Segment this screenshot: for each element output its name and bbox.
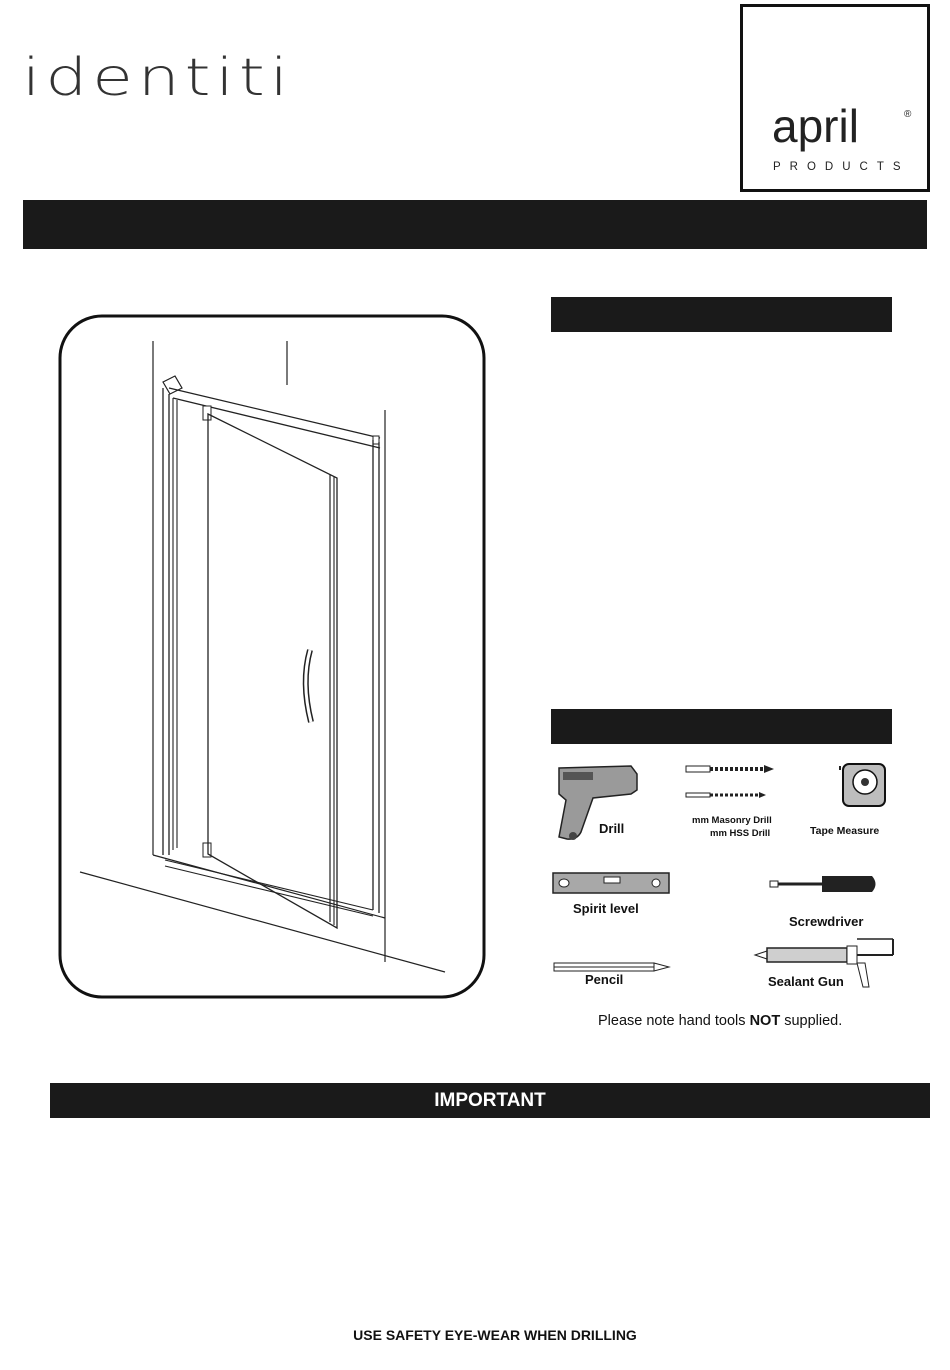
screwdriver-icon — [768, 873, 880, 895]
tools-note — [598, 1013, 842, 1029]
specification-header — [551, 297, 892, 332]
brand-wordmark: identiti — [22, 47, 294, 108]
safety-warning: USE SAFETY EYE-WEAR WHEN DRILLING — [353, 1327, 637, 1343]
drill-label: Drill — [599, 821, 625, 836]
title-bar — [23, 200, 927, 249]
hss-drill-label: mm HSS Drill — [710, 828, 771, 839]
april-products-logo — [740, 4, 930, 192]
sealant-gun-label: Sealant Gun — [768, 974, 844, 989]
tools-required-header — [551, 709, 892, 744]
logo-word: april — [772, 100, 859, 152]
shower-door-diagram — [55, 310, 495, 1005]
spirit-level-icon — [552, 872, 670, 894]
masonry-drill-label: mm Masonry Drill — [692, 815, 772, 826]
tape-measure-label: Tape Measure — [810, 825, 880, 837]
tools-note-bold: NOT — [749, 1013, 781, 1029]
pencil-label: Pencil — [585, 972, 624, 987]
screwdriver-label: Screwdriver — [789, 914, 864, 929]
drill-bits-icon — [684, 760, 774, 805]
tools-note-prefix: Please note hand tools — [598, 1013, 750, 1029]
logo-subtitle: PRODUCTS — [773, 161, 910, 173]
spirit-level-label: Spirit level — [573, 901, 639, 916]
tools-note-suffix: supplied. — [780, 1013, 843, 1029]
important-header: IMPORTANT — [50, 1083, 930, 1118]
logo-registered-mark: ® — [904, 109, 912, 120]
drill-icon — [551, 760, 641, 845]
tape-measure-icon — [837, 760, 889, 810]
